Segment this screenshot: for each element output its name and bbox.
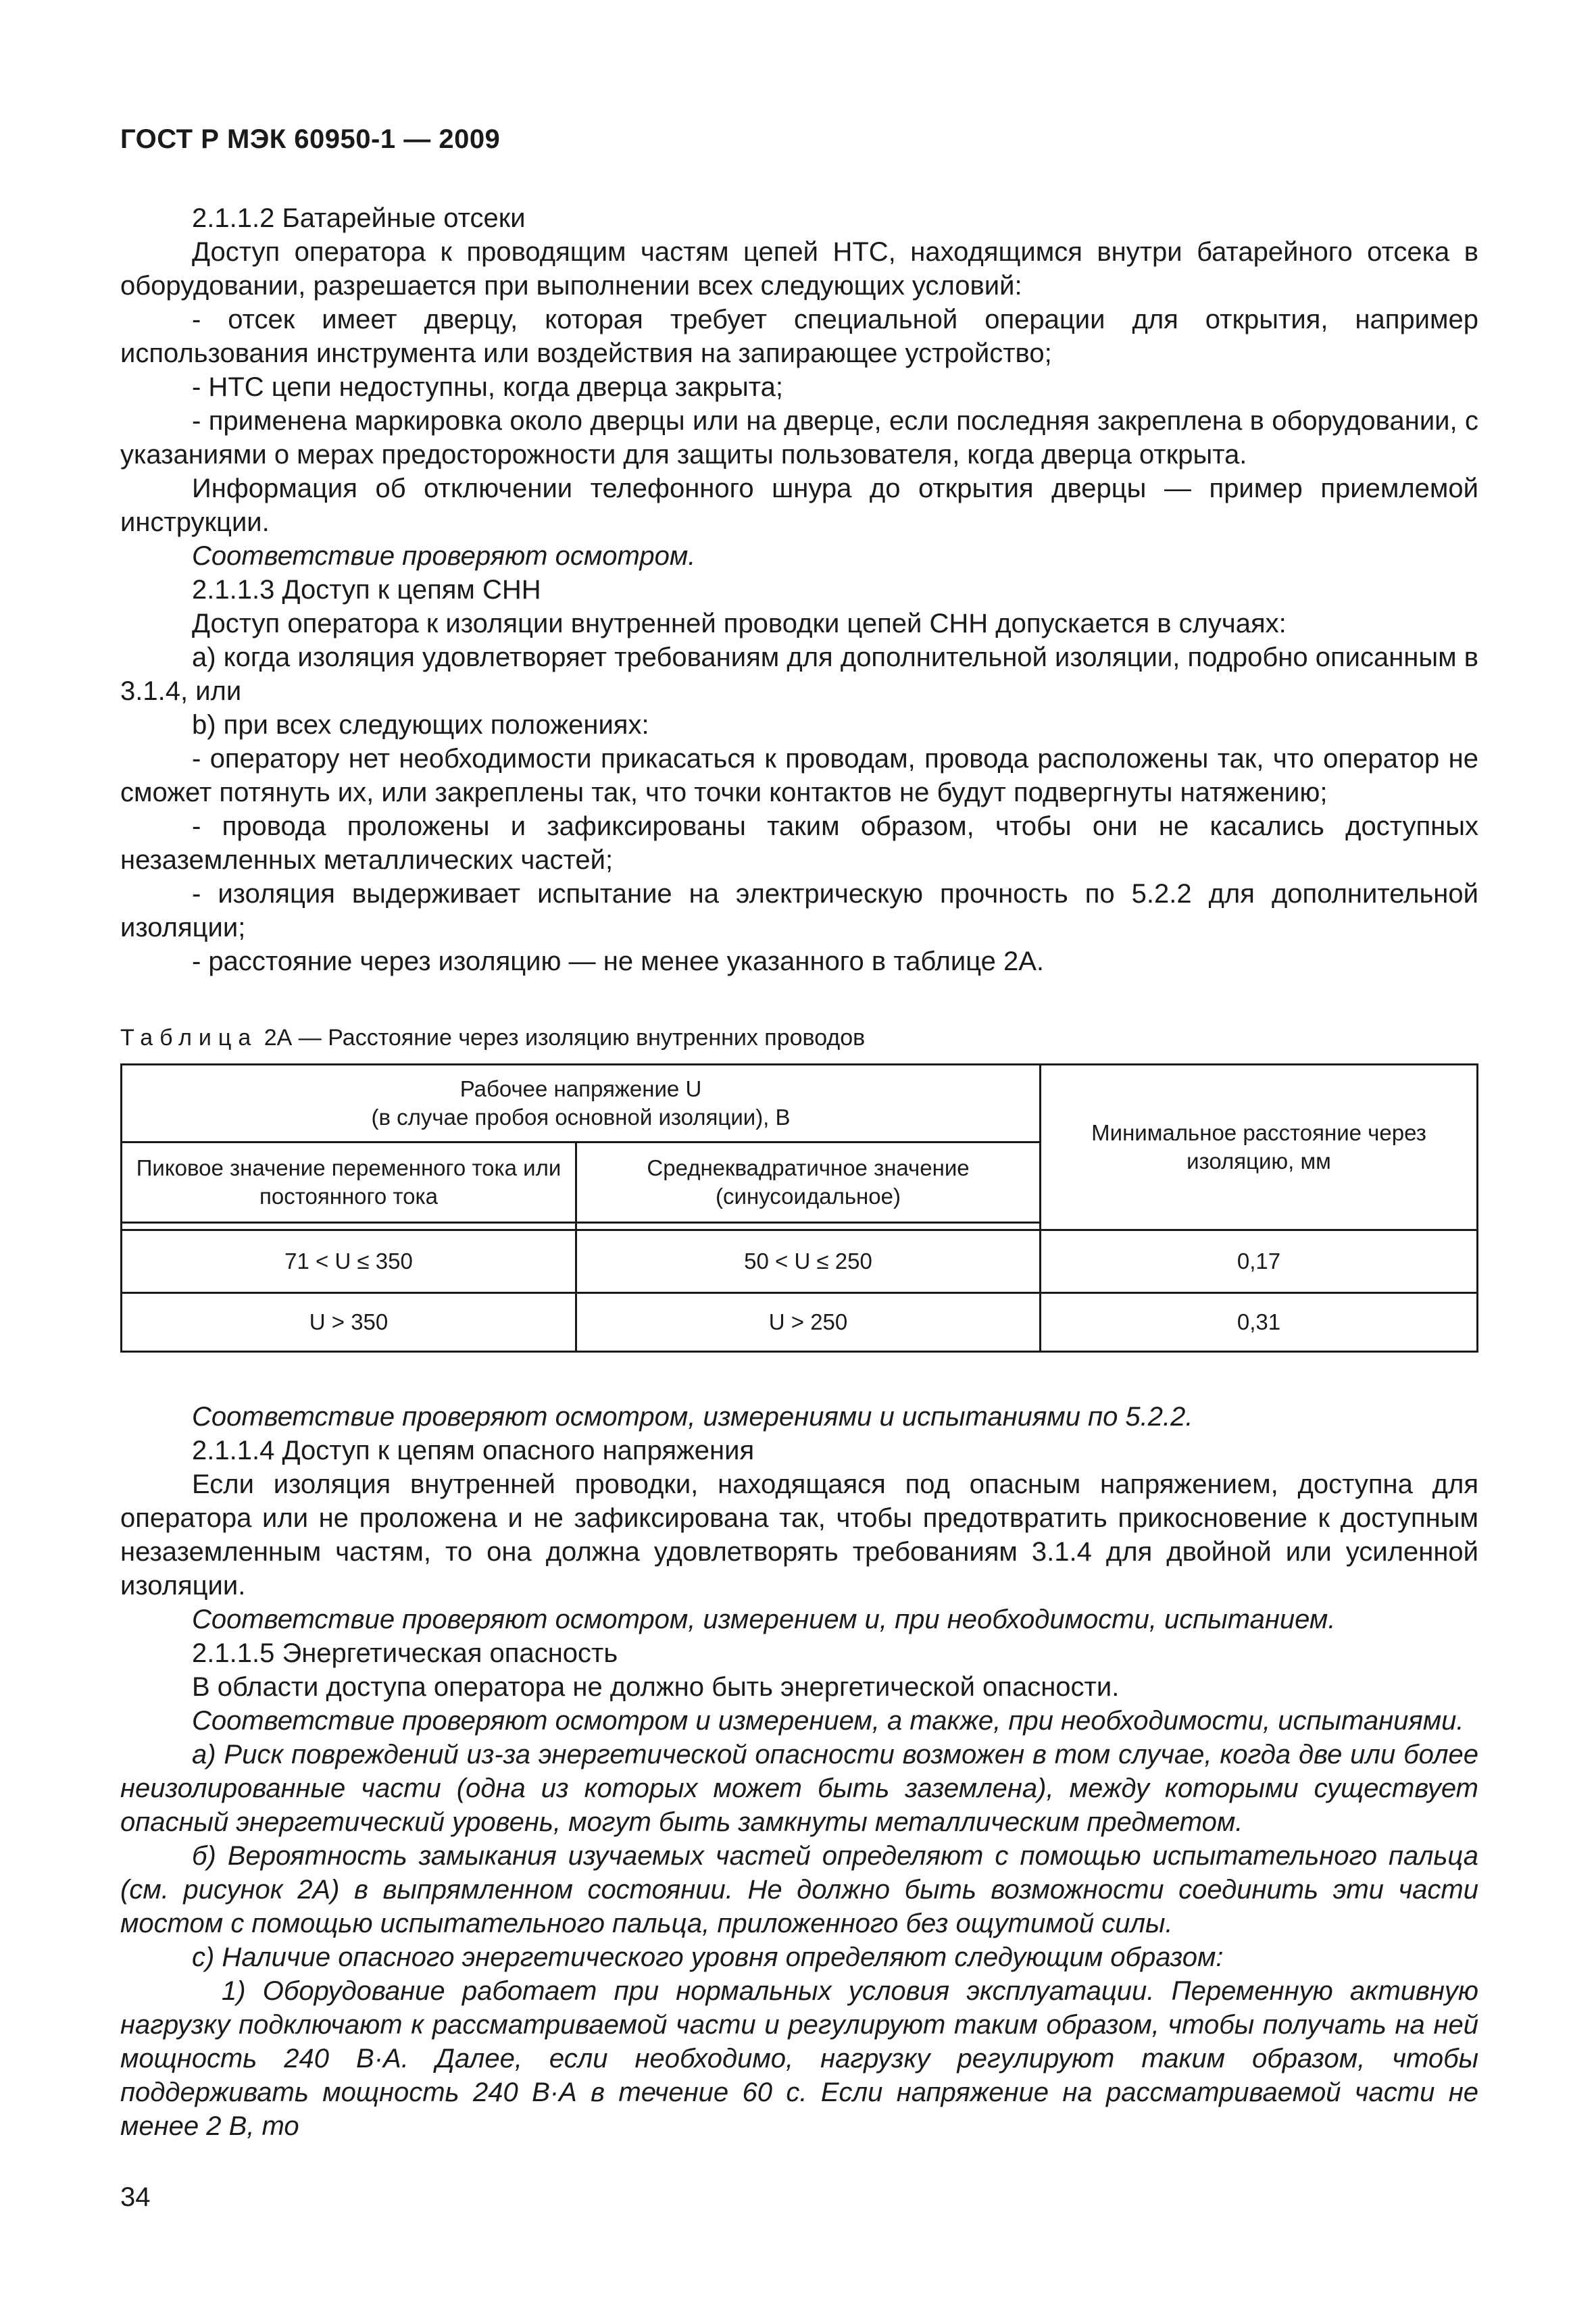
- paragraph: Если изоляция внутренней проводки, находящаяся под опасным напряжением, доступна для оператора или не проложена и не зафиксирована так, чтобы предотвратить прикосновение к доступным незаземленным частям, то она должна удовлетворять требованиям 3.1.4 для двойной или усиленной изоляции.: [120, 1469, 1478, 1601]
- paragraph: В области доступа оператора не должно быть энергетической опасности.: [192, 1672, 1120, 1702]
- paragraph: Информация об отключении телефонного шнура до открытия дверцы — пример приемлемой инструкции.: [120, 474, 1478, 537]
- cell-min-distance: 0,31: [1041, 1293, 1478, 1352]
- list-item: - отсек имеет дверцу, которая требует специальной операции для открытия, например использования инструмента или воздействия на запирающее устройство;: [120, 305, 1478, 368]
- clause-heading: 2.1.1.5 Энергетическая опасность: [192, 1638, 618, 1668]
- table-caption-title: 2А — Расстояние через изоляцию внутренних проводов: [264, 1025, 866, 1051]
- list-item: - НТС цепи недоступны, когда дверца закрыта;: [192, 372, 784, 402]
- table-row: [122, 1230, 1478, 1293]
- list-item: 1) Оборудование работает при нормальных условия эксплуатации. Переменную активную нагрузку подключают к рассматриваемой части и регулируют таким образом, чтобы получать на ней мощность 240 В·А. Далее, если необходимо, нагрузку регулируют таким образом, чтобы поддерживать мощность 240 В·А в течение 60 с. Если напряжение на рассматриваемой части не менее 2 В, то: [120, 1976, 1478, 2141]
- header-rms-value: Среднеквадратичное значение (синусоидальное): [576, 1142, 1041, 1223]
- compliance-note: Соответствие проверяют осмотром и измерением, а также, при необходимости, испытаниями.: [192, 1706, 1464, 1736]
- cell-peak: 71 < U ≤ 350: [122, 1230, 576, 1293]
- list-item: - расстояние через изоляцию — не менее указанного в таблице 2А.: [192, 947, 1045, 976]
- spacer-cell: [122, 1223, 576, 1230]
- header-working-voltage-line2: (в случае пробоя основной изоляции), В: [371, 1105, 791, 1130]
- header-peak-value: Пиковое значение переменного тока или постоянного тока: [122, 1142, 576, 1223]
- spacer-cell: [576, 1223, 1041, 1230]
- clause-heading: 2.1.1.3 Доступ к цепям СНН: [192, 575, 541, 605]
- header-working-voltage: [122, 1065, 1041, 1142]
- cell-rms: 50 < U ≤ 250: [576, 1230, 1041, 1293]
- clause-heading: 2.1.1.2 Батарейные отсеки: [192, 203, 526, 233]
- list-item: - применена маркировка около дверцы или на дверце, если последняя закреплена в оборудовании, с указаниями о мерах предосторожности для защиты пользователя, когда дверца открыта.: [120, 406, 1478, 470]
- paragraph: Доступ оператора к изоляции внутренней проводки цепей СНН допускается в случаях:: [192, 609, 1287, 638]
- list-item: - провода проложены и зафиксированы таким образом, чтобы они не касались доступных незаземленных металлических частей;: [120, 811, 1478, 875]
- header-min-distance: Минимальное расстояние через изоляцию, мм: [1041, 1065, 1478, 1230]
- cell-peak: U > 350: [122, 1293, 576, 1352]
- insulation-table: [120, 1063, 1478, 1353]
- header-working-voltage-line1: Рабочее напряжение U: [459, 1076, 702, 1101]
- compliance-note: Соответствие проверяют осмотром, измерением и, при необходимости, испытанием.: [192, 1605, 1336, 1634]
- table-row: [122, 1293, 1478, 1352]
- list-item: а) когда изоляция удовлетворяет требованиям для дополнительной изоляции, подробно описанным в 3.1.4, или: [120, 643, 1478, 706]
- cell-min-distance: 0,17: [1041, 1230, 1478, 1293]
- page-number: 34: [120, 2182, 151, 2212]
- cell-rms: U > 250: [576, 1293, 1041, 1352]
- document-header: ГОСТ Р МЭК 60950-1 — 2009: [120, 124, 501, 154]
- compliance-note: Соответствие проверяют осмотром.: [192, 541, 696, 571]
- list-item: а) Риск повреждений из-за энергетической опасности возможен в том случае, когда две или более неизолированные части (одна из которых может быть заземлена), между которыми существует опасный энергетический уровень, могут быть замкнуты металлическим предметом.: [120, 1740, 1478, 1837]
- clause-heading: 2.1.1.4 Доступ к цепям опасного напряжения: [192, 1436, 755, 1465]
- paragraph: Доступ оператора к проводящим частям цепей НТС, находящимся внутри батарейного отсека в оборудовании, разрешается при выполнении всех следующих условий:: [120, 237, 1478, 301]
- table-caption: [120, 1023, 1478, 1053]
- list-item: с) Наличие опасного энергетического уровня определяют следующим образом:: [192, 1942, 1224, 1972]
- list-item: - изоляция выдерживает испытание на электрическую прочность по 5.2.2 для дополнительной изоляции;: [120, 879, 1478, 942]
- table-caption-label: Таблица: [120, 1025, 258, 1051]
- list-item: b) при всех следующих положениях:: [192, 710, 649, 740]
- list-item: б) Вероятность замыкания изучаемых частей определяют с помощью испытательного пальца (см. рисунок 2А) в выпрямленном состоянии. Не должно быть возможности соединить эти части мостом с помощью испытательного пальца, приложенного без ощутимой силы.: [120, 1841, 1478, 1938]
- list-item: - оператору нет необходимости прикасаться к проводам, провода расположены так, что оператор не сможет потянуть их, или закреплены так, что точки контактов не будут подвергнуты натяжению;: [120, 744, 1478, 807]
- compliance-note: Соответствие проверяют осмотром, измерениями и испытаниями по 5.2.2.: [192, 1402, 1193, 1432]
- document-body: [120, 201, 1478, 2143]
